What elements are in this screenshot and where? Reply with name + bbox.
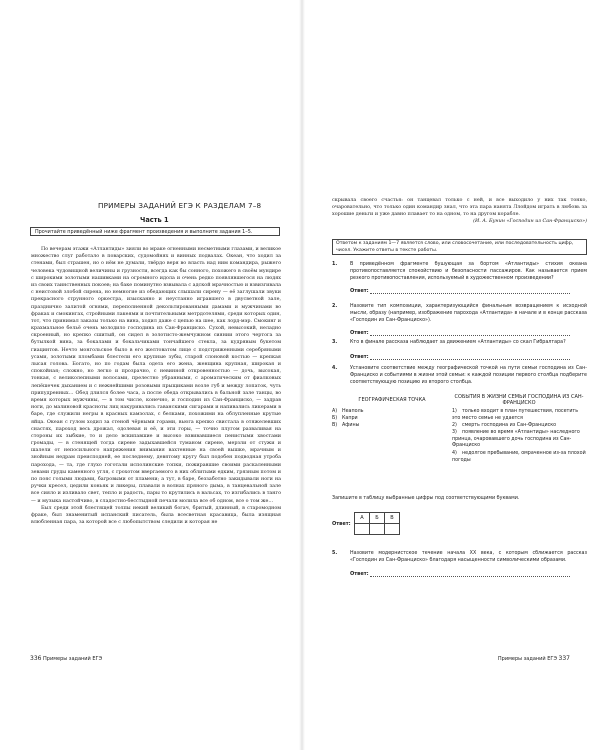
right-page: [302, 0, 600, 750]
event-option: 2) смерть господина из Сан-Франциско: [452, 423, 557, 428]
task-number: 1.: [332, 262, 338, 267]
story-continuation: [332, 197, 587, 225]
answer-field[interactable]: [370, 293, 570, 294]
answer-label: Ответ:: [350, 571, 369, 577]
task-number: 2.: [332, 304, 338, 309]
section-title: ПРИМЕРЫ ЗАДАНИЙ ЕГЭ К РАЗДЕЛАМ 7–8: [98, 201, 262, 210]
place-option: В) Афины: [332, 423, 360, 428]
running-footer: Примеры заданий ЕГЭ: [497, 656, 557, 662]
answer-label: Ответ:: [350, 330, 369, 336]
right-folio: [498, 655, 570, 662]
event-option: 1) только входит в план путешествия, посетить это место семье не удается: [452, 409, 579, 421]
left-folio: [30, 655, 102, 662]
task-number: 4.: [332, 366, 338, 371]
continuation-paragraph: скрывала своего счастья: он танцевал только с ней, и все выходило у них так тонко, очаровательно, что только один командир знал, что эта пара нанята Ллойдом играть в любовь за хорошие деньги и уже давно плавает то на одном, то на другом корабле.: [332, 197, 587, 218]
task-text: В приведённом фрагменте бушующая за бортом «Атлантиды» стихия океана противопоставляется спокойствию и безопасности пассажиров. Как называется прием резкого противопоставления, используемый в художественном произведении?: [350, 262, 587, 281]
answer-line-1[interactable]: [350, 288, 570, 294]
answer-label: Ответ:: [332, 520, 351, 527]
answer-line-2[interactable]: [350, 330, 570, 336]
task-1: [332, 262, 587, 283]
answer-field[interactable]: [370, 335, 570, 336]
table-header: В: [385, 513, 400, 524]
task-text: Установите соответствие между географической точкой на пути семьи господина из Сан-Франциско и событиями в жизни этой семьи: к каждой позиции первого столбца подберите соответствующую позицию из второго столбца.: [350, 366, 587, 385]
story-paragraph: По вечерам этажи «Атлантиды» зияли во мраке огненными несметными глазами, и великое множество слуг работало в поварских, судомойнях и винных подвалах. Океан, что ходил за стенами, был страшен, но о нём не думали, твёрдо веря во власть над ним командира, рыжего человека чудовищной величины и грузности, всегда как бы сонного, похожего в своём мундире с широкими золотыми нашивками на огромного идола и очень редко появлявшегося на людях из своих таинственных покоев; на баке поминутно взвывала с адской мрачностью и взвизгивала с неистовой злобой сирена, но немногие из обедающих слышали сирену — её заглушали звуки прекрасного струнного оркестра, изысканно и неустанно игравшего в двусветной зале, празднично залитой огнями, переполненной декольтированными дамами и мужчинами во фраках и смокингах, стройными лакеями и почтительными метрдотелями, среди которых один, тот, что принимал заказы только на вина, ходил даже с цепью на шее, как лорд-мэр. Смокинг и крахмальное бельё очень молодило господина из Сан-Франциско. Сухой, невысокий, неладно скроенный, но крепко сшитый, он сидел в золотисто-жемчужном сиянии этого чертога за бутылкой вина, за бокалами и бокальчиками тончайшего стекла, за кудрявым букетом гиацинтов. Нечто монгольское было в его желтоватом лице с подстриженными серебряными усами, золотыми пломбами блестели его крупные зубы, старой слоновой костью — крепкая лысая голова. Богато, но по годам была одета его жена, женщина крупная, широкая и спокойная; сложно, но легко и прозрачно, с невинной откровенностью — дочь, высокая, тонкая, с великолепными волосами, прелестно убранными, с ароматическим от фиалковых лепёшечек дыханием и с нежнейшими розовыми прыщиками возле губ и между лопаток, чуть припудренных… Обед длился более часа, а после обеда открывались в бальной зале танцы, во время которых мужчины, — в том числе, конечно, и господин из Сан-Франциско, — задрав ноги, до малиновой красноты лиц накуривались гаванскими сигарами и напивались ликерами в баре, где служили негры в красных камзолах, с белками, похожими на облупленные крутые яйца. Океан с гулом ходил за стеной чёрными горами, вьюга крепко свистала в отяжелевших снастях, пароход весь дрожал, одолевая и её, и эти горы, — точно плугом разваливая на стороны их зыбкие, то и дело вскипавшие и высоко взвивавшиеся пенистыми хвостами громады, — в стенящей тогда сирене задыхавшейся туманом сирене, мерзли от стужи и шалели от непосильного напряжения внимания вахтенные на своей вышке, мрачным и знойным недрам преисподней, ее последнему, девятому кругу был подобен подводная утроба парохода, — та, где глухо гоготали исполинские топки, пожиравшие своими раскаленными зевами груды каменного угля, с грохотом ввергаемого в них облитыми едким, грязным потом и по пояс голыми людьми, багровыми от пламени; а тут, в баре, беззаботно закидывали ноги на ручки кресел, цедили коньяк и ликеры, плавали в волнах пряного дыма, в танцевальной зале все сияло и изливало свет, тепло и радость, пары то крутились в вальсах, то изгибались в танго — и музыка настойчиво, в сладостно-бесстыдной печали молила все об одном, все о том же…: [31, 246, 281, 504]
task-text: Назовите тип композиции, характеризующийся финальным возвращением к исходной мысли, образу (например, изображение парохода «Атлантида» в начале и в конце рассказа «Господин из Сан-Франциско»).: [350, 304, 587, 323]
task-4: [332, 366, 587, 387]
table-header: А: [355, 513, 370, 524]
running-footer: Примеры заданий ЕГЭ: [43, 656, 103, 662]
answer-label: Ответ:: [350, 288, 369, 294]
task-number: 5.: [332, 551, 338, 556]
source-signature: (И. А. Бунин «Господин из Сан-Франциско»): [473, 218, 587, 225]
place-option: Б) Капри: [332, 416, 358, 421]
answer-field[interactable]: [370, 576, 570, 577]
task-3: [332, 340, 587, 347]
answer-line-5[interactable]: [350, 571, 570, 577]
answer-table: [332, 512, 400, 535]
story-excerpt: [31, 246, 281, 526]
event-option: 4) недолгое пребывание, омраченное из-за плохой погоды: [452, 451, 586, 463]
task-text: Назовите модернистское течение начала XX века, с которым сближается рассказ «Господин из Сан-Франциско» благодаря насыщенности символическими образами.: [350, 551, 587, 563]
answer-cell[interactable]: [355, 524, 370, 535]
page-number: 337: [558, 655, 570, 662]
event-option: 3) появление во время «Атлантиды» наследного принца, очаровавшего дочь господина из Сан-Франциско: [452, 430, 580, 449]
column-2-title: СОБЫТИЯ В ЖИЗНИ СЕМЬИ ГОСПОДИНА ИЗ САН-ФРАНЦИСКО: [454, 394, 584, 407]
task-number: 3.: [332, 340, 338, 345]
answer-label: Ответ:: [350, 354, 369, 360]
answer-cell[interactable]: [385, 524, 400, 535]
task-5: [332, 551, 587, 565]
task-2: [332, 304, 587, 325]
place-option: А) Неаполь: [332, 409, 364, 414]
answer-cell[interactable]: [370, 524, 385, 535]
part-title: Часть 1: [140, 216, 169, 224]
column-1-title: ГЕОГРАФИЧЕСКАЯ ТОЧКА: [358, 397, 426, 403]
answer-format-note: Ответом к заданиям 1—7 является слово, или словосочетание, или последовательность цифр, чисел. Укажите ответы в тексте работы.: [332, 239, 587, 255]
story-paragraph: Был среди этой блестящей толпы некий великий богач, бритый, длинный, в старомодном фраке, был знаменитый испанский писатель, была всесветная красавица, была изящная влюбленная пара, за которой все с любопытством следили и которая не: [31, 504, 281, 526]
instruction-box: Прочитайте приведённый ниже фрагмент произведения и выполните задания 1–5.: [30, 227, 280, 236]
answer-line-3[interactable]: [350, 354, 570, 360]
task-text: Кто в финале рассказа наблюдает за движением «Атлантиды» со скал Гибралтара?: [350, 340, 566, 345]
table-instruction: Запишите в таблицу выбранные цифры под соответствующими буквами.: [332, 496, 520, 501]
table-header: Б: [370, 513, 385, 524]
page-number: 336: [30, 655, 42, 662]
answer-field[interactable]: [370, 359, 570, 360]
